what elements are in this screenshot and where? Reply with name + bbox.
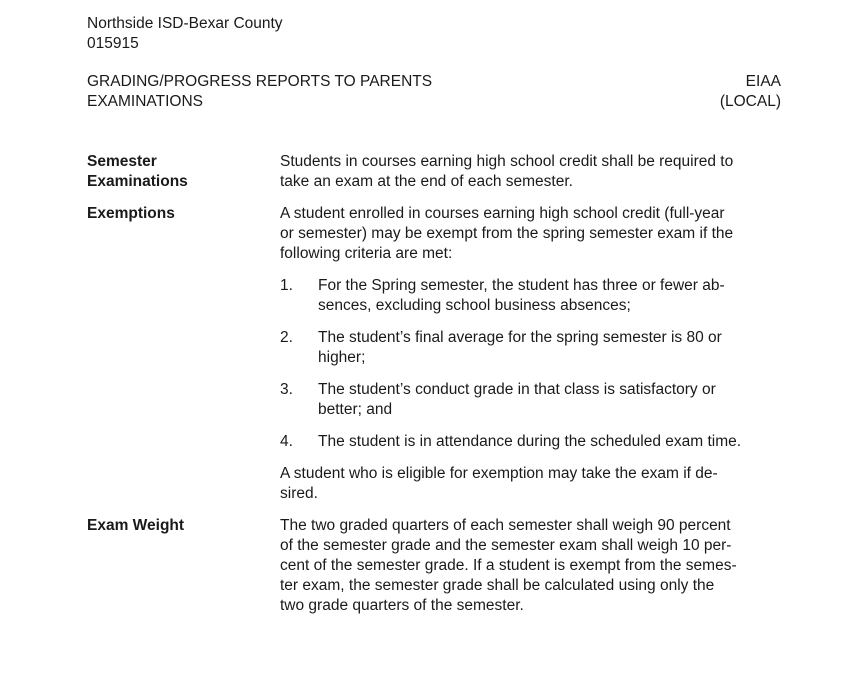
section-label	[87, 204, 280, 504]
policy-code-line1: EIAA	[745, 73, 781, 90]
section-text-line: or semester) may be exempt from the spring semester exam if the	[280, 225, 734, 242]
list-item-text	[318, 380, 781, 420]
policy-title-line2: EXAMINATIONS	[87, 93, 203, 110]
list-item-text	[318, 328, 781, 368]
section-label-line1: Exemptions	[87, 205, 175, 222]
list-item-line: sences, excluding school business absences;	[318, 297, 631, 314]
section-text-line: two grade quarters of the semester.	[280, 597, 524, 614]
section-text-line: following criteria are met:	[280, 245, 453, 262]
list-item	[280, 380, 781, 420]
list-item	[280, 328, 781, 368]
section-text-line: cent of the semester grade. If a student is exempt from the semes-	[280, 557, 737, 574]
section-exemptions	[87, 204, 781, 504]
section-label	[87, 152, 280, 192]
list-item-line: The student’s final average for the spring semester is 80 or	[318, 329, 722, 346]
section-text-line: take an exam at the end of each semester.	[280, 173, 573, 190]
section-text-line: The two graded quarters of each semester shall weigh 90 percent	[280, 517, 731, 534]
section-text-line: Students in courses earning high school credit shall be required to	[280, 153, 734, 170]
list-item-line: The student is in attendance during the scheduled exam time.	[318, 433, 742, 450]
list-item-number: 3.	[280, 381, 293, 398]
section-body	[280, 204, 781, 504]
policy-code-line2: (LOCAL)	[719, 93, 781, 110]
section-semester-examinations	[87, 152, 781, 192]
section-text-line: ter exam, the semester grade shall be calculated using only the	[280, 577, 715, 594]
section-label-line2: Examinations	[87, 173, 188, 190]
list-item-text	[318, 432, 781, 452]
list-item	[280, 276, 781, 316]
policy-title-block	[87, 72, 781, 112]
district-header	[87, 14, 283, 54]
exemption-criteria-list	[280, 276, 781, 452]
section-text-line: A student enrolled in courses earning high school credit (full-year	[280, 205, 725, 222]
district-code: 015915	[87, 35, 139, 52]
section-text-line: of the semester grade and the semester exam shall weigh 10 per-	[280, 537, 732, 554]
section-body	[280, 152, 781, 192]
list-item-number: 1.	[280, 277, 293, 294]
exemptions-closing	[280, 464, 781, 504]
section-label-line1: Semester	[87, 153, 157, 170]
list-item-line: higher;	[318, 349, 366, 366]
district-name: Northside ISD-Bexar County	[87, 15, 283, 32]
section-body	[280, 516, 781, 616]
list-item	[280, 432, 781, 452]
list-item-number: 2.	[280, 329, 293, 346]
list-item-number: 4.	[280, 433, 293, 450]
section-text-line: A student who is eligible for exemption may take the exam if de-	[280, 465, 718, 482]
section-label-line1: Exam Weight	[87, 517, 185, 534]
list-item-line: The student’s conduct grade in that class is satisfactory or	[318, 381, 716, 398]
policy-title-line1: GRADING/PROGRESS REPORTS TO PARENTS	[87, 73, 433, 90]
list-item-line: For the Spring semester, the student has three or fewer ab-	[318, 277, 725, 294]
section-label	[87, 516, 280, 616]
section-exam-weight	[87, 516, 781, 616]
list-item-text	[318, 276, 781, 316]
section-text-line: sired.	[280, 485, 318, 502]
exemptions-intro	[280, 204, 781, 264]
list-item-line: better; and	[318, 401, 393, 418]
